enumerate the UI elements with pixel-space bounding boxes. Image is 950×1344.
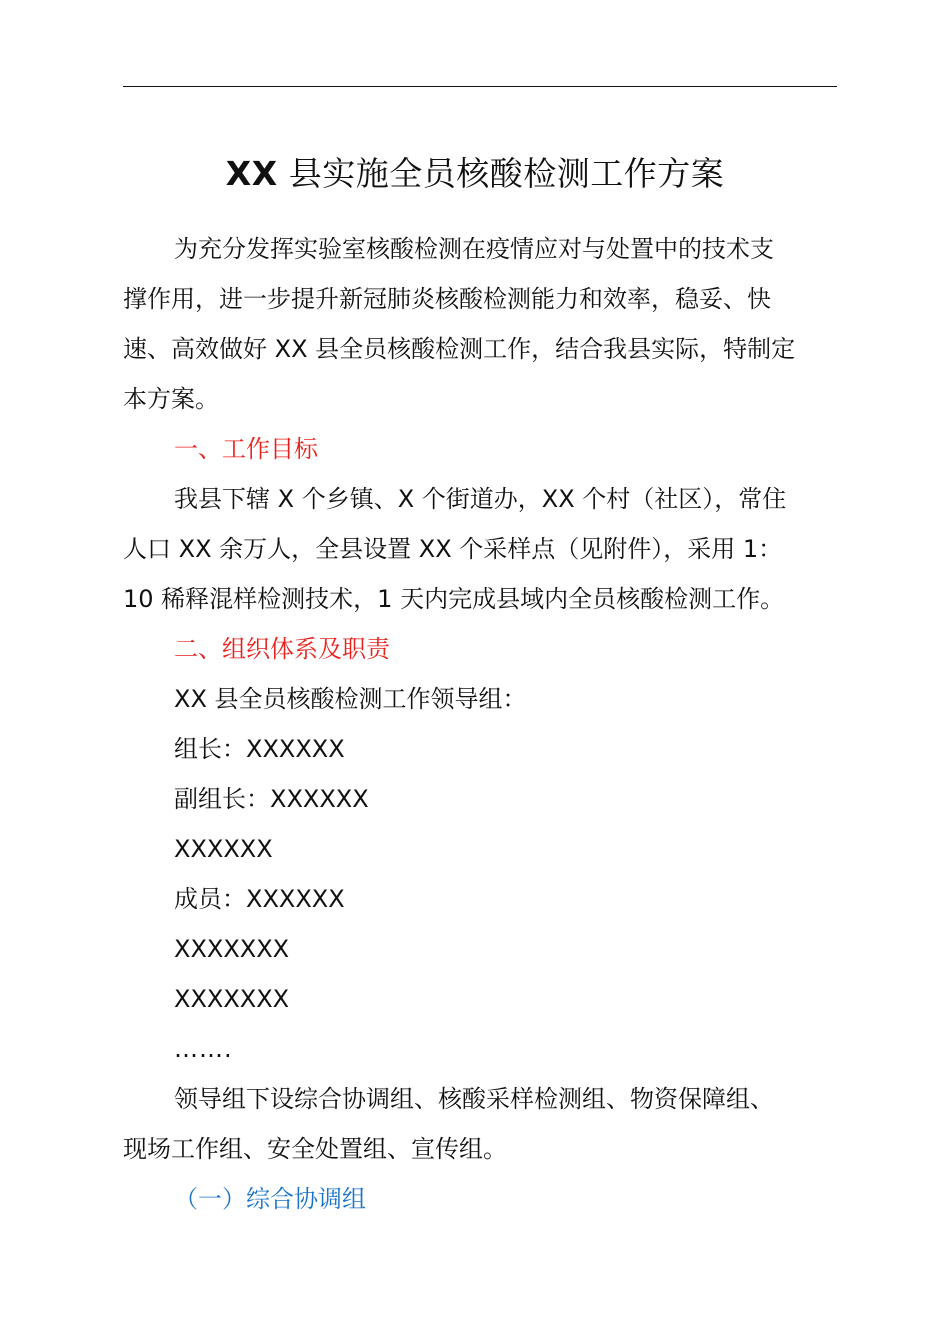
leader-group-title: XX 县全员核酸检测工作领导组： (174, 685, 527, 713)
subgroups-line: 领导组下设综合协调组、核酸采样检测组、物资保障组、 (174, 1085, 774, 1113)
roster-line: XXXXXXX (174, 985, 290, 1013)
title-prefix: XX (225, 154, 278, 193)
intro-line: 本方案。 (123, 385, 219, 413)
section-heading-organization: 二、组织体系及职责 (174, 635, 390, 663)
roster-ellipsis: ……. (174, 1035, 233, 1063)
intro-line: 速、高效做好 XX 县全员核酸检测工作，结合我县实际，特制定 (123, 335, 796, 363)
intro-line: 为充分发挥实验室核酸检测在疫情应对与处置中的技术支 (174, 235, 774, 263)
roster-line: XXXXXX (174, 835, 273, 863)
subgroups-line: 现场工作组、安全处置组、宣传组。 (123, 1135, 507, 1163)
roster-line: 副组长：XXXXXX (174, 785, 369, 813)
intro-line: 撑作用，进一步提升新冠肺炎核酸检测能力和效率，稳妥、快 (123, 285, 771, 313)
title-main: 县实施全员核酸检测工作方案 (288, 154, 725, 193)
document-body (123, 224, 839, 1224)
goals-line: 我县下辖 X 个乡镇、X 个街道办，XX 个村（社区），常住 (174, 485, 787, 513)
goals-line: 人口 XX 余万人，全县设置 XX 个采样点（见附件），采用 1： (123, 535, 783, 563)
roster-line: 组长：XXXXXX (174, 735, 345, 763)
document-title (0, 150, 950, 198)
subsection-heading-coordination: （一）综合协调组 (174, 1185, 366, 1213)
section-heading-goals: 一、工作目标 (174, 435, 318, 463)
header-rule (123, 86, 837, 87)
goals-line: 10 稀释混样检测技术，1 天内完成县域内全员核酸检测工作。 (123, 585, 785, 613)
roster-line: 成员：XXXXXX (174, 885, 345, 913)
roster-line: XXXXXXX (174, 935, 290, 963)
